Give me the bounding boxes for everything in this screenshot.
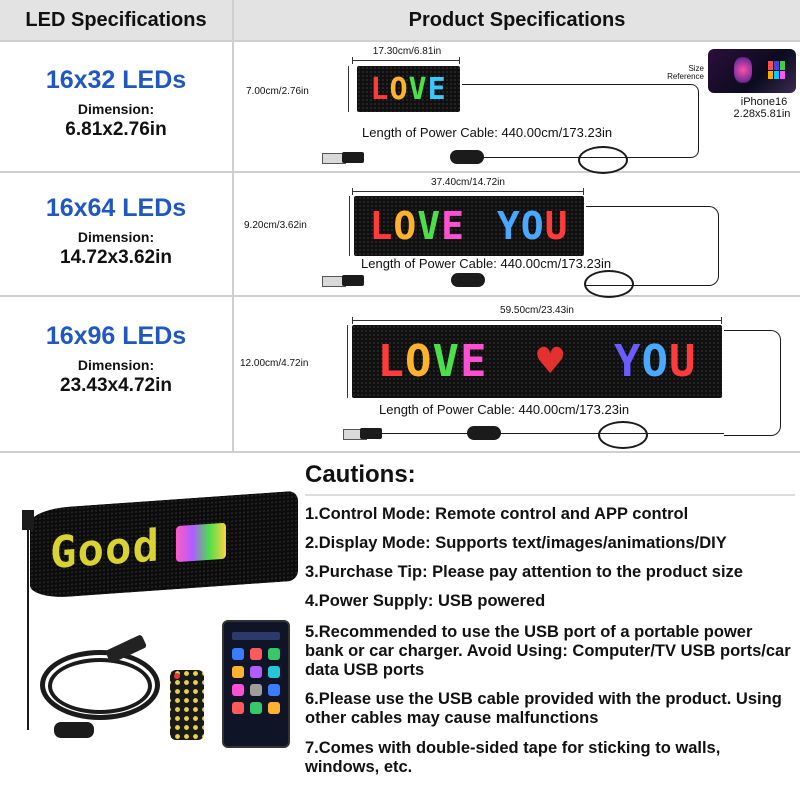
led-count: 16x64 LEDs bbox=[45, 194, 187, 222]
inline-switch-icon bbox=[467, 426, 501, 440]
panel-text-love-you: LOVE YOU bbox=[369, 204, 569, 248]
led-specifications-header: LED Specifications bbox=[0, 0, 232, 40]
usb-plug-body bbox=[360, 428, 382, 439]
spec-16x64 bbox=[0, 194, 232, 269]
height-dimension-bar bbox=[347, 325, 348, 398]
power-cable-length: Length of Power Cable: 440.00cm/173.23in bbox=[362, 125, 613, 140]
led-panel-16x64 bbox=[354, 196, 584, 256]
dimension-label: Dimension: bbox=[77, 357, 155, 373]
inline-switch-icon bbox=[451, 273, 485, 287]
width-dimension-label: 59.50cm/23.43in bbox=[500, 305, 574, 316]
inline-switch-icon bbox=[450, 150, 484, 164]
height-dimension-label: 9.20cm/3.62in bbox=[244, 220, 307, 231]
phone-reference-image bbox=[708, 49, 796, 93]
usb-plug-body bbox=[342, 152, 364, 163]
remote-control-image bbox=[170, 670, 204, 740]
spec-16x96 bbox=[0, 322, 232, 397]
caution-item: 7.Comes with double-sided tape for sticking to walls, windows, etc. bbox=[305, 739, 721, 776]
height-dimension-label: 7.00cm/2.76in bbox=[246, 86, 309, 97]
phone-model: iPhone16 bbox=[740, 96, 788, 108]
size-label: Size bbox=[688, 64, 704, 73]
power-cable bbox=[724, 330, 781, 436]
height-dimension-label: 12.00cm/4.72in bbox=[240, 358, 309, 369]
led-count: 16x96 LEDs bbox=[45, 322, 187, 350]
thumbs-up-icon bbox=[176, 523, 226, 562]
power-cable bbox=[364, 433, 724, 434]
cable-coil-icon bbox=[584, 270, 634, 298]
led-panel-16x96 bbox=[352, 325, 722, 398]
flexible-led-panel bbox=[30, 491, 298, 600]
row-divider bbox=[0, 451, 800, 453]
led-count: 16x32 LEDs bbox=[45, 66, 187, 94]
column-divider bbox=[232, 0, 234, 452]
caution-item: 3.Purchase Tip: Please pay attention to the product size bbox=[305, 563, 743, 581]
reference-label: Reference bbox=[667, 72, 704, 81]
inline-switch-icon bbox=[54, 722, 94, 738]
caution-item: 5.Recommended to use the USB port of a portable power bank or car charger. Avoid Using: Computer/TV USB ports/car data USB ports bbox=[305, 623, 791, 679]
row-divider bbox=[0, 40, 800, 42]
dimension-label: Dimension: bbox=[77, 229, 155, 245]
usb-plug-body bbox=[342, 275, 364, 286]
led-panel-16x32 bbox=[357, 66, 460, 112]
dimension-value: 6.81x2.76in bbox=[65, 119, 167, 140]
caution-item: 1.Control Mode: Remote control and APP control bbox=[305, 505, 689, 523]
power-cable bbox=[462, 84, 699, 158]
heart-icon: ♥ bbox=[537, 336, 565, 387]
caution-item: 4.Power Supply: USB powered bbox=[305, 592, 546, 610]
app-phone-image bbox=[222, 620, 290, 748]
power-cable-length: Length of Power Cable: 440.00cm/173.23in bbox=[361, 256, 612, 271]
cautions-divider bbox=[305, 494, 795, 496]
width-dimension-label: 17.30cm/6.81in bbox=[372, 46, 442, 57]
caution-item: 2.Display Mode: Supports text/images/animations/DIY bbox=[305, 534, 727, 552]
panel-cable bbox=[27, 530, 29, 730]
cautions-title: Cautions: bbox=[305, 461, 416, 488]
panel-text-love-heart-you: LOVE ♥ YOU bbox=[377, 336, 697, 387]
product-specifications-header: Product Specifications bbox=[234, 0, 800, 40]
width-dimension-bar bbox=[352, 320, 722, 321]
caution-item: 6.Please use the USB cable provided with the product. Using other cables may cause malfunctions bbox=[305, 690, 782, 727]
height-dimension-bar bbox=[348, 66, 349, 112]
power-cable-length: Length of Power Cable: 440.00cm/173.23in bbox=[379, 402, 630, 417]
panel-text-good: Good bbox=[50, 519, 160, 579]
dimension-value: 14.72x3.62in bbox=[60, 247, 172, 268]
phone-size: 2.28x5.81in bbox=[733, 108, 791, 120]
panel-text-love: LOVE bbox=[370, 71, 447, 107]
row-divider bbox=[0, 295, 800, 297]
dimension-label: Dimension: bbox=[77, 101, 155, 117]
spec-16x32 bbox=[0, 66, 232, 141]
product-photo bbox=[10, 470, 300, 795]
width-dimension-label: 37.40cm/14.72in bbox=[431, 177, 505, 188]
cable-coil-icon bbox=[48, 658, 152, 714]
cable-coil-icon bbox=[598, 421, 648, 449]
cable-coil-icon bbox=[578, 146, 628, 174]
panel-connector bbox=[22, 510, 34, 530]
height-dimension-bar bbox=[349, 196, 350, 256]
dimension-value: 23.43x4.72in bbox=[60, 375, 172, 396]
width-dimension-bar bbox=[352, 191, 584, 192]
width-dimension-bar bbox=[352, 60, 460, 61]
row-divider bbox=[0, 171, 800, 173]
